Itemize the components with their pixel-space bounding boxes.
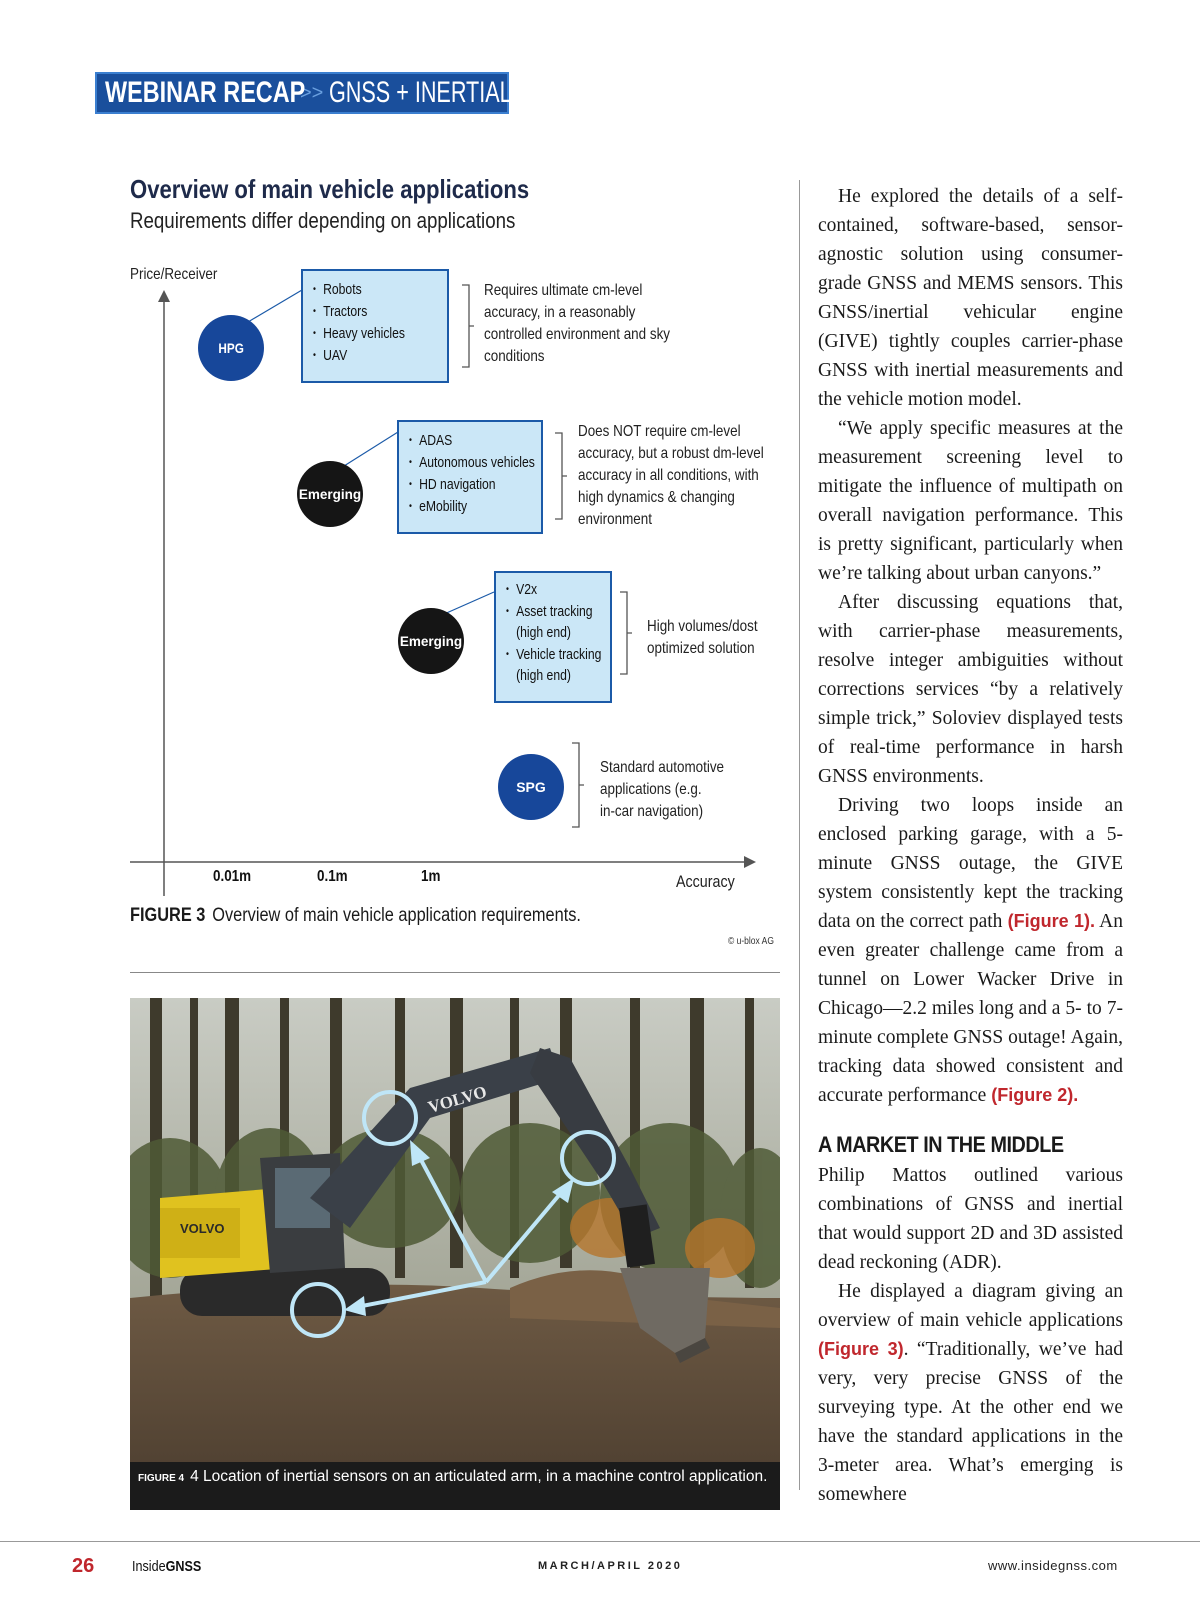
bracket-2 xyxy=(555,433,567,519)
paragraph: After discussing equations that, with carrier-phase measurements, resolve integer ambiguities without corrections services “by a relatively simple trick,” Soloviev displayed tests of real-time performance in harsh GNSS environments. xyxy=(818,592,1123,787)
website-url[interactable]: www.insidegnss.com xyxy=(988,1558,1118,1573)
figure-4-caption: FIGURE 4 4 Location of inertial sensors on an articulated arm, in a machine control application. xyxy=(130,1462,780,1510)
hpg-circle: HPG xyxy=(198,315,264,381)
paragraph: He explored the details of a self-contained, software-based, sensor-agnostic solution using consumer-grade GNSS and MEMS sensors. This GNSS/inertial vehicular engine (GIVE) tightly couples carrier-phase GNSS with inertial measurements and the vehicle motion model. xyxy=(818,186,1123,410)
list-item: • Autonomous vehicles xyxy=(409,455,535,471)
y-axis-label: Price/Receiver xyxy=(130,266,218,283)
divider xyxy=(130,972,780,973)
figure-3-link[interactable]: (Figure 3) xyxy=(818,1339,904,1359)
x-tick-label: 1m xyxy=(421,868,441,885)
figure-4-photo xyxy=(130,998,780,1510)
boom-brand-text: VOLVO xyxy=(425,1082,489,1117)
issue-date: MARCH/APRIL 2020 xyxy=(538,1560,683,1572)
x-axis-label: Accuracy xyxy=(676,872,735,891)
paragraph: “We apply specific measures at the measurement screening level to mitigate the influence of multipath on overall navigation performance. This is pretty significant, particularly when we’re talking about urban canyons.” xyxy=(818,418,1123,584)
section-heading: A MARKET IN THE MIDDLE xyxy=(818,1132,1064,1157)
list-item: • UAV xyxy=(313,348,348,364)
tracking-note: High volumes/dost optimized solution xyxy=(647,618,758,657)
figure-3-label: FIGURE 3 xyxy=(130,905,206,926)
bracket-4 xyxy=(572,743,584,827)
x-axis-arrow-icon xyxy=(744,856,756,868)
section-label: WEBINAR RECAP xyxy=(105,76,306,109)
list-item: • Vehicle tracking xyxy=(506,647,602,663)
emerging-applications-box xyxy=(397,420,543,534)
figure-3-caption: FIGURE 3 Overview of main vehicle application requirements. xyxy=(130,905,581,926)
figure-1-link[interactable]: (Figure 1). xyxy=(1007,911,1095,931)
page-number: 26 xyxy=(72,1555,95,1577)
spg-circle: SPG xyxy=(498,754,564,820)
paragraph: Driving two loops inside an enclosed parking garage, with a 5-minute GNSS outage, the GIVE system consistently kept the tracking data on the correct path (Figure 1). An even greater challenge came from a tunnel on Lower Wacker Drive in Chicago—2.2 miles long and a 5- to 7-minute complete GNSS outage! Again, tracking data showed consistent and accurate performance (Figure 2). xyxy=(818,795,1123,1106)
list-item: • Heavy vehicles xyxy=(313,326,405,342)
connector-emerging-1 xyxy=(344,432,398,466)
paragraph: He displayed a diagram giving an overview of main vehicle applications (Figure 3). “Traditionally, we’ve had very, very precise GNSS of the surveying type. At the other end we have the standard applications in the 3-meter area. What’s emerging is somewhere xyxy=(818,1281,1123,1505)
connector-hpg xyxy=(248,290,302,322)
chart-subtitle: Requirements differ depending on applications xyxy=(130,208,516,233)
paragraph: Philip Mattos outlined various combinations of GNSS and inertial that would support 2D and 3D assisted dead reckoning (ADR). xyxy=(818,1165,1123,1273)
hpg-applications-box xyxy=(301,269,449,383)
figure-credit: © u-blox AG xyxy=(728,936,774,947)
list-item: • Robots xyxy=(313,282,362,298)
x-tick-label: 0.1m xyxy=(317,868,348,885)
emerging-circle: Emerging xyxy=(297,461,363,527)
topic-label: GNSS + INERTIAL xyxy=(329,76,513,109)
footer-divider xyxy=(0,1541,1200,1542)
excavator-illustration xyxy=(130,998,780,1510)
spg-note: Standard automotive applications (e.g. in-car navigation) xyxy=(600,759,725,820)
figure-2-link[interactable]: (Figure 2). xyxy=(991,1085,1079,1105)
connector-emerging-2 xyxy=(442,592,494,615)
hpg-note: Requires ultimate cm-level accuracy, in a reasonably controlled environment and sky conditions xyxy=(484,282,671,365)
bracket-1 xyxy=(462,285,474,367)
chart-title: Overview of main vehicle applications xyxy=(130,174,530,204)
bracket-3 xyxy=(620,592,632,674)
list-item: • ADAS xyxy=(409,433,453,449)
machine-brand-text: VOLVO xyxy=(180,1221,225,1236)
column-divider xyxy=(799,180,800,1490)
magazine-brand: InsideGNSS xyxy=(132,1558,202,1575)
emerging-note: Does NOT require cm-level accuracy, but a robust dm-level accuracy in all conditions, with high dynamics & changing environment xyxy=(578,423,764,528)
list-item: (high end) xyxy=(516,668,571,684)
list-item: • Tractors xyxy=(313,304,368,320)
list-item: (high end) xyxy=(516,625,571,641)
list-item: • HD navigation xyxy=(409,477,496,493)
list-item: • V2x xyxy=(506,582,538,598)
x-tick-label: 0.01m xyxy=(213,868,252,885)
list-item: • eMobility xyxy=(409,499,468,515)
figure-4-label: FIGURE 4 xyxy=(138,1473,185,1484)
y-axis-arrow-icon xyxy=(158,290,170,302)
article-column xyxy=(818,182,1123,1509)
list-item: • Asset tracking xyxy=(506,604,593,620)
chevron-separator-icon: >> xyxy=(300,81,324,104)
emerging-circle-2: Emerging xyxy=(398,608,464,674)
tracking-applications-box xyxy=(494,571,612,703)
